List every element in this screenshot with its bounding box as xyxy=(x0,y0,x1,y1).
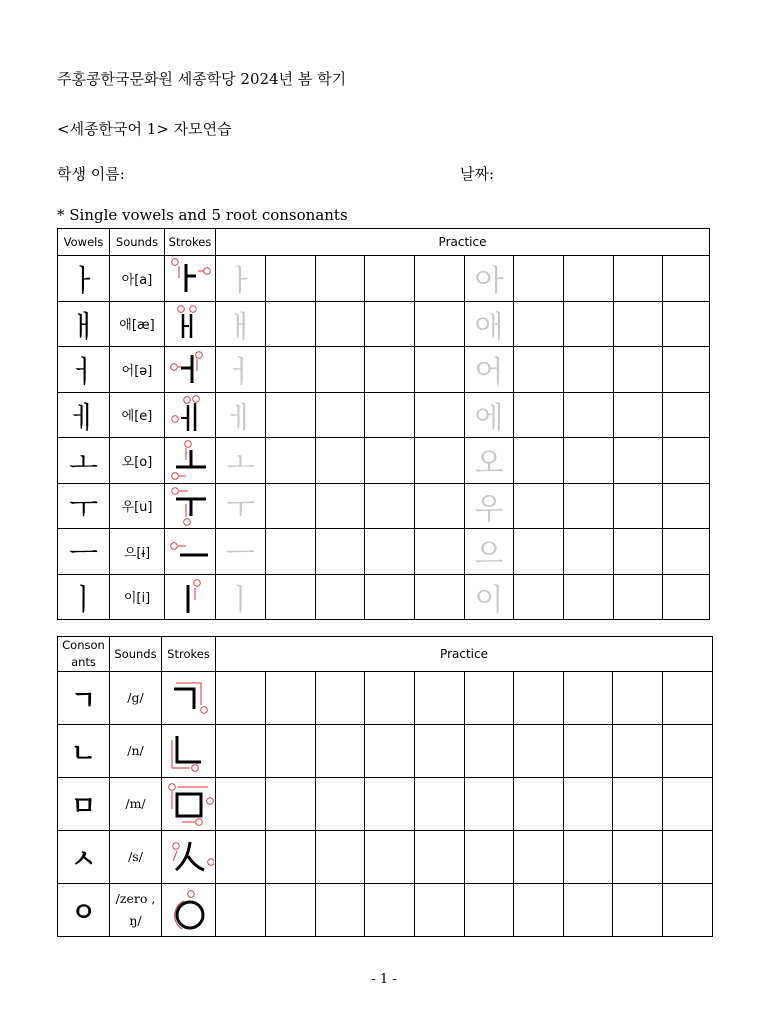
practice-cell[interactable] xyxy=(415,529,465,575)
practice-cell[interactable] xyxy=(514,347,564,393)
practice-cell[interactable] xyxy=(216,725,266,778)
vowel-sound: 에[e] xyxy=(110,392,165,438)
practice-cell[interactable] xyxy=(613,672,663,725)
practice-cell[interactable] xyxy=(514,529,564,575)
stroke-order-diagram xyxy=(162,672,216,725)
trace-jamo[interactable]: ㅏ xyxy=(216,256,266,302)
vowel-row xyxy=(58,301,710,347)
practice-cell[interactable] xyxy=(564,778,613,831)
trace-syllable[interactable]: 오 xyxy=(465,438,514,484)
practice-cell[interactable] xyxy=(514,672,564,725)
practice-cell[interactable] xyxy=(663,831,713,884)
practice-cell[interactable] xyxy=(663,301,710,347)
page-number: - 1 - xyxy=(371,972,397,987)
practice-cell[interactable] xyxy=(614,483,663,529)
vowel-row xyxy=(58,256,710,302)
practice-cell[interactable] xyxy=(415,672,465,725)
vowel-row xyxy=(58,574,710,620)
practice-cell[interactable] xyxy=(316,483,365,529)
practice-cell[interactable] xyxy=(415,884,465,937)
trace-syllable[interactable]: 이 xyxy=(465,574,514,620)
stroke-order-diagram xyxy=(162,778,216,831)
practice-cell[interactable] xyxy=(663,392,710,438)
stroke-order-diagram xyxy=(165,256,216,302)
stroke-order-diagram xyxy=(165,301,216,347)
vowel-jamo: ㅏ xyxy=(58,256,110,302)
practice-cell[interactable] xyxy=(365,256,415,302)
vowel-row xyxy=(58,483,710,529)
vowel-sound: 으[ɨ] xyxy=(110,529,165,575)
trace-jamo[interactable]: ㅓ xyxy=(216,347,266,393)
practice-cell[interactable] xyxy=(316,529,365,575)
consonant-jamo: ㅇ xyxy=(58,884,110,937)
practice-cell[interactable] xyxy=(514,574,564,620)
consonant-row xyxy=(58,725,713,778)
practice-cell[interactable] xyxy=(514,301,564,347)
student-name-label: 학생 이름: xyxy=(57,165,125,183)
section-title: * Single vowels and 5 root consonants xyxy=(57,206,348,224)
practice-cell[interactable] xyxy=(514,483,564,529)
trace-syllable[interactable]: 으 xyxy=(465,529,514,575)
consonant-practice-table xyxy=(57,636,713,937)
consonant-sound: /zero , ŋ/ xyxy=(110,884,162,937)
practice-cell[interactable] xyxy=(365,347,415,393)
trace-jamo[interactable]: ㅐ xyxy=(216,301,266,347)
document-subtitle: <세종한국어 1> 자모연습 xyxy=(57,120,232,138)
practice-cell[interactable] xyxy=(514,725,564,778)
practice-cell[interactable] xyxy=(316,831,365,884)
practice-cell[interactable] xyxy=(316,725,365,778)
practice-cell[interactable] xyxy=(415,347,465,393)
practice-cell[interactable] xyxy=(663,347,710,393)
practice-cell[interactable] xyxy=(266,884,316,937)
stroke-order-diagram xyxy=(162,884,216,937)
practice-cell[interactable] xyxy=(514,831,564,884)
vowel-row xyxy=(58,529,710,575)
trace-jamo[interactable]: ㅔ xyxy=(216,392,266,438)
practice-cell[interactable] xyxy=(365,884,415,937)
practice-cell[interactable] xyxy=(316,884,365,937)
practice-cell[interactable] xyxy=(316,574,365,620)
practice-cell[interactable] xyxy=(316,438,365,484)
stroke-order-diagram xyxy=(162,725,216,778)
practice-cell[interactable] xyxy=(514,778,564,831)
practice-header: Practice xyxy=(216,229,710,256)
practice-cell[interactable] xyxy=(266,483,316,529)
practice-cell[interactable] xyxy=(564,529,614,575)
practice-cell[interactable] xyxy=(415,831,465,884)
trace-jamo[interactable]: ㅣ xyxy=(216,574,266,620)
practice-cell[interactable] xyxy=(564,831,613,884)
practice-cell[interactable] xyxy=(613,778,663,831)
trace-syllable[interactable]: 우 xyxy=(465,483,514,529)
consonant-row xyxy=(58,884,713,937)
practice-cell[interactable] xyxy=(365,574,415,620)
practice-cell[interactable] xyxy=(614,438,663,484)
practice-cell[interactable] xyxy=(316,672,365,725)
vowel-sound: 이[i] xyxy=(110,574,165,620)
vowel-jamo: ㅡ xyxy=(58,529,110,575)
practice-cell[interactable] xyxy=(415,438,465,484)
trace-syllable[interactable]: 에 xyxy=(465,392,514,438)
vowel-practice-table xyxy=(57,228,710,620)
practice-cell[interactable] xyxy=(266,301,316,347)
date-label: 날짜: xyxy=(460,165,495,183)
practice-cell[interactable] xyxy=(613,884,663,937)
practice-cell[interactable] xyxy=(564,884,613,937)
consonant-row xyxy=(58,778,713,831)
practice-cell[interactable] xyxy=(266,778,316,831)
practice-cell[interactable] xyxy=(663,256,710,302)
consonant-sound: /m/ xyxy=(110,778,162,831)
practice-cell[interactable] xyxy=(316,392,365,438)
practice-cell[interactable] xyxy=(663,574,710,620)
consonant-jamo: ㄴ xyxy=(58,725,110,778)
trace-syllable[interactable]: 아 xyxy=(465,256,514,302)
practice-cell[interactable] xyxy=(614,392,663,438)
practice-cell[interactable] xyxy=(614,347,663,393)
practice-cell[interactable] xyxy=(266,831,316,884)
practice-cell[interactable] xyxy=(266,672,316,725)
vowel-sound: 어[ə] xyxy=(110,347,165,393)
practice-cell[interactable] xyxy=(365,438,415,484)
practice-cell[interactable] xyxy=(216,831,266,884)
practice-cell[interactable] xyxy=(564,301,614,347)
vowel-row xyxy=(58,438,710,484)
practice-cell[interactable] xyxy=(415,483,465,529)
document-title: 주홍콩한국문화원 세종학당 2024년 봄 학기 xyxy=(57,70,347,88)
practice-cell[interactable] xyxy=(415,301,465,347)
practice-cell[interactable] xyxy=(266,256,316,302)
trace-jamo[interactable]: ㅡ xyxy=(216,529,266,575)
consonant-sound: /n/ xyxy=(110,725,162,778)
practice-cell[interactable] xyxy=(613,725,663,778)
practice-cell[interactable] xyxy=(266,438,316,484)
practice-cell[interactable] xyxy=(216,672,266,725)
practice-cell[interactable] xyxy=(365,529,415,575)
practice-header: Practice xyxy=(216,637,713,672)
practice-cell[interactable] xyxy=(415,256,465,302)
practice-cell[interactable] xyxy=(564,725,613,778)
consonant-sound: /s/ xyxy=(110,831,162,884)
vowel-jamo: ㅜ xyxy=(58,483,110,529)
strokes-header: Strokes xyxy=(165,229,216,256)
practice-cell[interactable] xyxy=(316,347,365,393)
practice-cell[interactable] xyxy=(415,778,465,831)
practice-cell[interactable] xyxy=(316,256,365,302)
sounds-header: Sounds xyxy=(110,229,165,256)
practice-cell[interactable] xyxy=(465,778,514,831)
trace-syllable[interactable]: 애 xyxy=(465,301,514,347)
vowel-jamo: ㅐ xyxy=(58,301,110,347)
practice-cell[interactable] xyxy=(216,778,266,831)
vowel-sound: 우[u] xyxy=(110,483,165,529)
practice-cell[interactable] xyxy=(663,725,713,778)
sounds-header: Sounds xyxy=(110,637,162,672)
practice-cell[interactable] xyxy=(365,725,415,778)
practice-cell[interactable] xyxy=(663,529,710,575)
stroke-order-diagram xyxy=(165,483,216,529)
stroke-order-diagram xyxy=(165,392,216,438)
practice-cell[interactable] xyxy=(316,301,365,347)
vowel-jamo: ㅓ xyxy=(58,347,110,393)
practice-cell[interactable] xyxy=(514,392,564,438)
practice-cell[interactable] xyxy=(465,725,514,778)
practice-cell[interactable] xyxy=(465,831,514,884)
practice-cell[interactable] xyxy=(415,574,465,620)
practice-cell[interactable] xyxy=(365,392,415,438)
vowel-sound: 아[a] xyxy=(110,256,165,302)
trace-syllable[interactable]: 어 xyxy=(465,347,514,393)
vowels-header: Vowels xyxy=(58,229,110,256)
consonant-row xyxy=(58,831,713,884)
consonant-jamo: ㄱ xyxy=(58,672,110,725)
consonant-row xyxy=(58,672,713,725)
practice-cell[interactable] xyxy=(663,483,710,529)
practice-cell[interactable] xyxy=(564,256,614,302)
practice-cell[interactable] xyxy=(365,301,415,347)
vowel-sound: 오[o] xyxy=(110,438,165,484)
practice-cell[interactable] xyxy=(663,672,713,725)
strokes-header: Strokes xyxy=(162,637,216,672)
practice-cell[interactable] xyxy=(365,831,415,884)
practice-cell[interactable] xyxy=(415,392,465,438)
practice-cell[interactable] xyxy=(564,392,614,438)
practice-cell[interactable] xyxy=(663,778,713,831)
practice-cell[interactable] xyxy=(514,884,564,937)
practice-cell[interactable] xyxy=(216,884,266,937)
vowel-jamo: ㅔ xyxy=(58,392,110,438)
vowel-row xyxy=(58,347,710,393)
practice-cell[interactable] xyxy=(415,725,465,778)
practice-cell[interactable] xyxy=(514,438,564,484)
practice-cell[interactable] xyxy=(614,256,663,302)
practice-cell[interactable] xyxy=(266,347,316,393)
practice-cell[interactable] xyxy=(564,672,613,725)
stroke-order-diagram xyxy=(165,347,216,393)
practice-cell[interactable] xyxy=(564,483,614,529)
practice-cell[interactable] xyxy=(564,438,614,484)
vowel-jamo: ㅗ xyxy=(58,438,110,484)
practice-cell[interactable] xyxy=(316,778,365,831)
practice-cell[interactable] xyxy=(465,672,514,725)
trace-jamo[interactable]: ㅗ xyxy=(216,438,266,484)
practice-cell[interactable] xyxy=(564,347,614,393)
stroke-order-diagram xyxy=(165,529,216,575)
vowel-row xyxy=(58,392,710,438)
practice-cell[interactable] xyxy=(465,884,514,937)
practice-cell[interactable] xyxy=(614,301,663,347)
practice-cell[interactable] xyxy=(564,574,614,620)
practice-cell[interactable] xyxy=(365,483,415,529)
consonant-jamo: ㅁ xyxy=(58,778,110,831)
stroke-order-diagram xyxy=(165,574,216,620)
practice-cell[interactable] xyxy=(266,725,316,778)
practice-cell[interactable] xyxy=(614,574,663,620)
practice-cell[interactable] xyxy=(663,884,713,937)
stroke-order-diagram xyxy=(162,831,216,884)
trace-jamo[interactable]: ㅜ xyxy=(216,483,266,529)
practice-cell[interactable] xyxy=(365,672,415,725)
practice-cell[interactable] xyxy=(266,529,316,575)
practice-cell[interactable] xyxy=(266,574,316,620)
vowel-jamo: ㅣ xyxy=(58,574,110,620)
practice-cell[interactable] xyxy=(614,529,663,575)
stroke-order-diagram xyxy=(165,438,216,484)
practice-cell[interactable] xyxy=(663,438,710,484)
practice-cell[interactable] xyxy=(613,831,663,884)
consonant-sound: /g/ xyxy=(110,672,162,725)
vowel-sound: 애[æ] xyxy=(110,301,165,347)
consonant-jamo: ㅅ xyxy=(58,831,110,884)
practice-cell[interactable] xyxy=(266,392,316,438)
consonants-header: Conson ants xyxy=(58,637,110,672)
practice-cell[interactable] xyxy=(514,256,564,302)
practice-cell[interactable] xyxy=(365,778,415,831)
